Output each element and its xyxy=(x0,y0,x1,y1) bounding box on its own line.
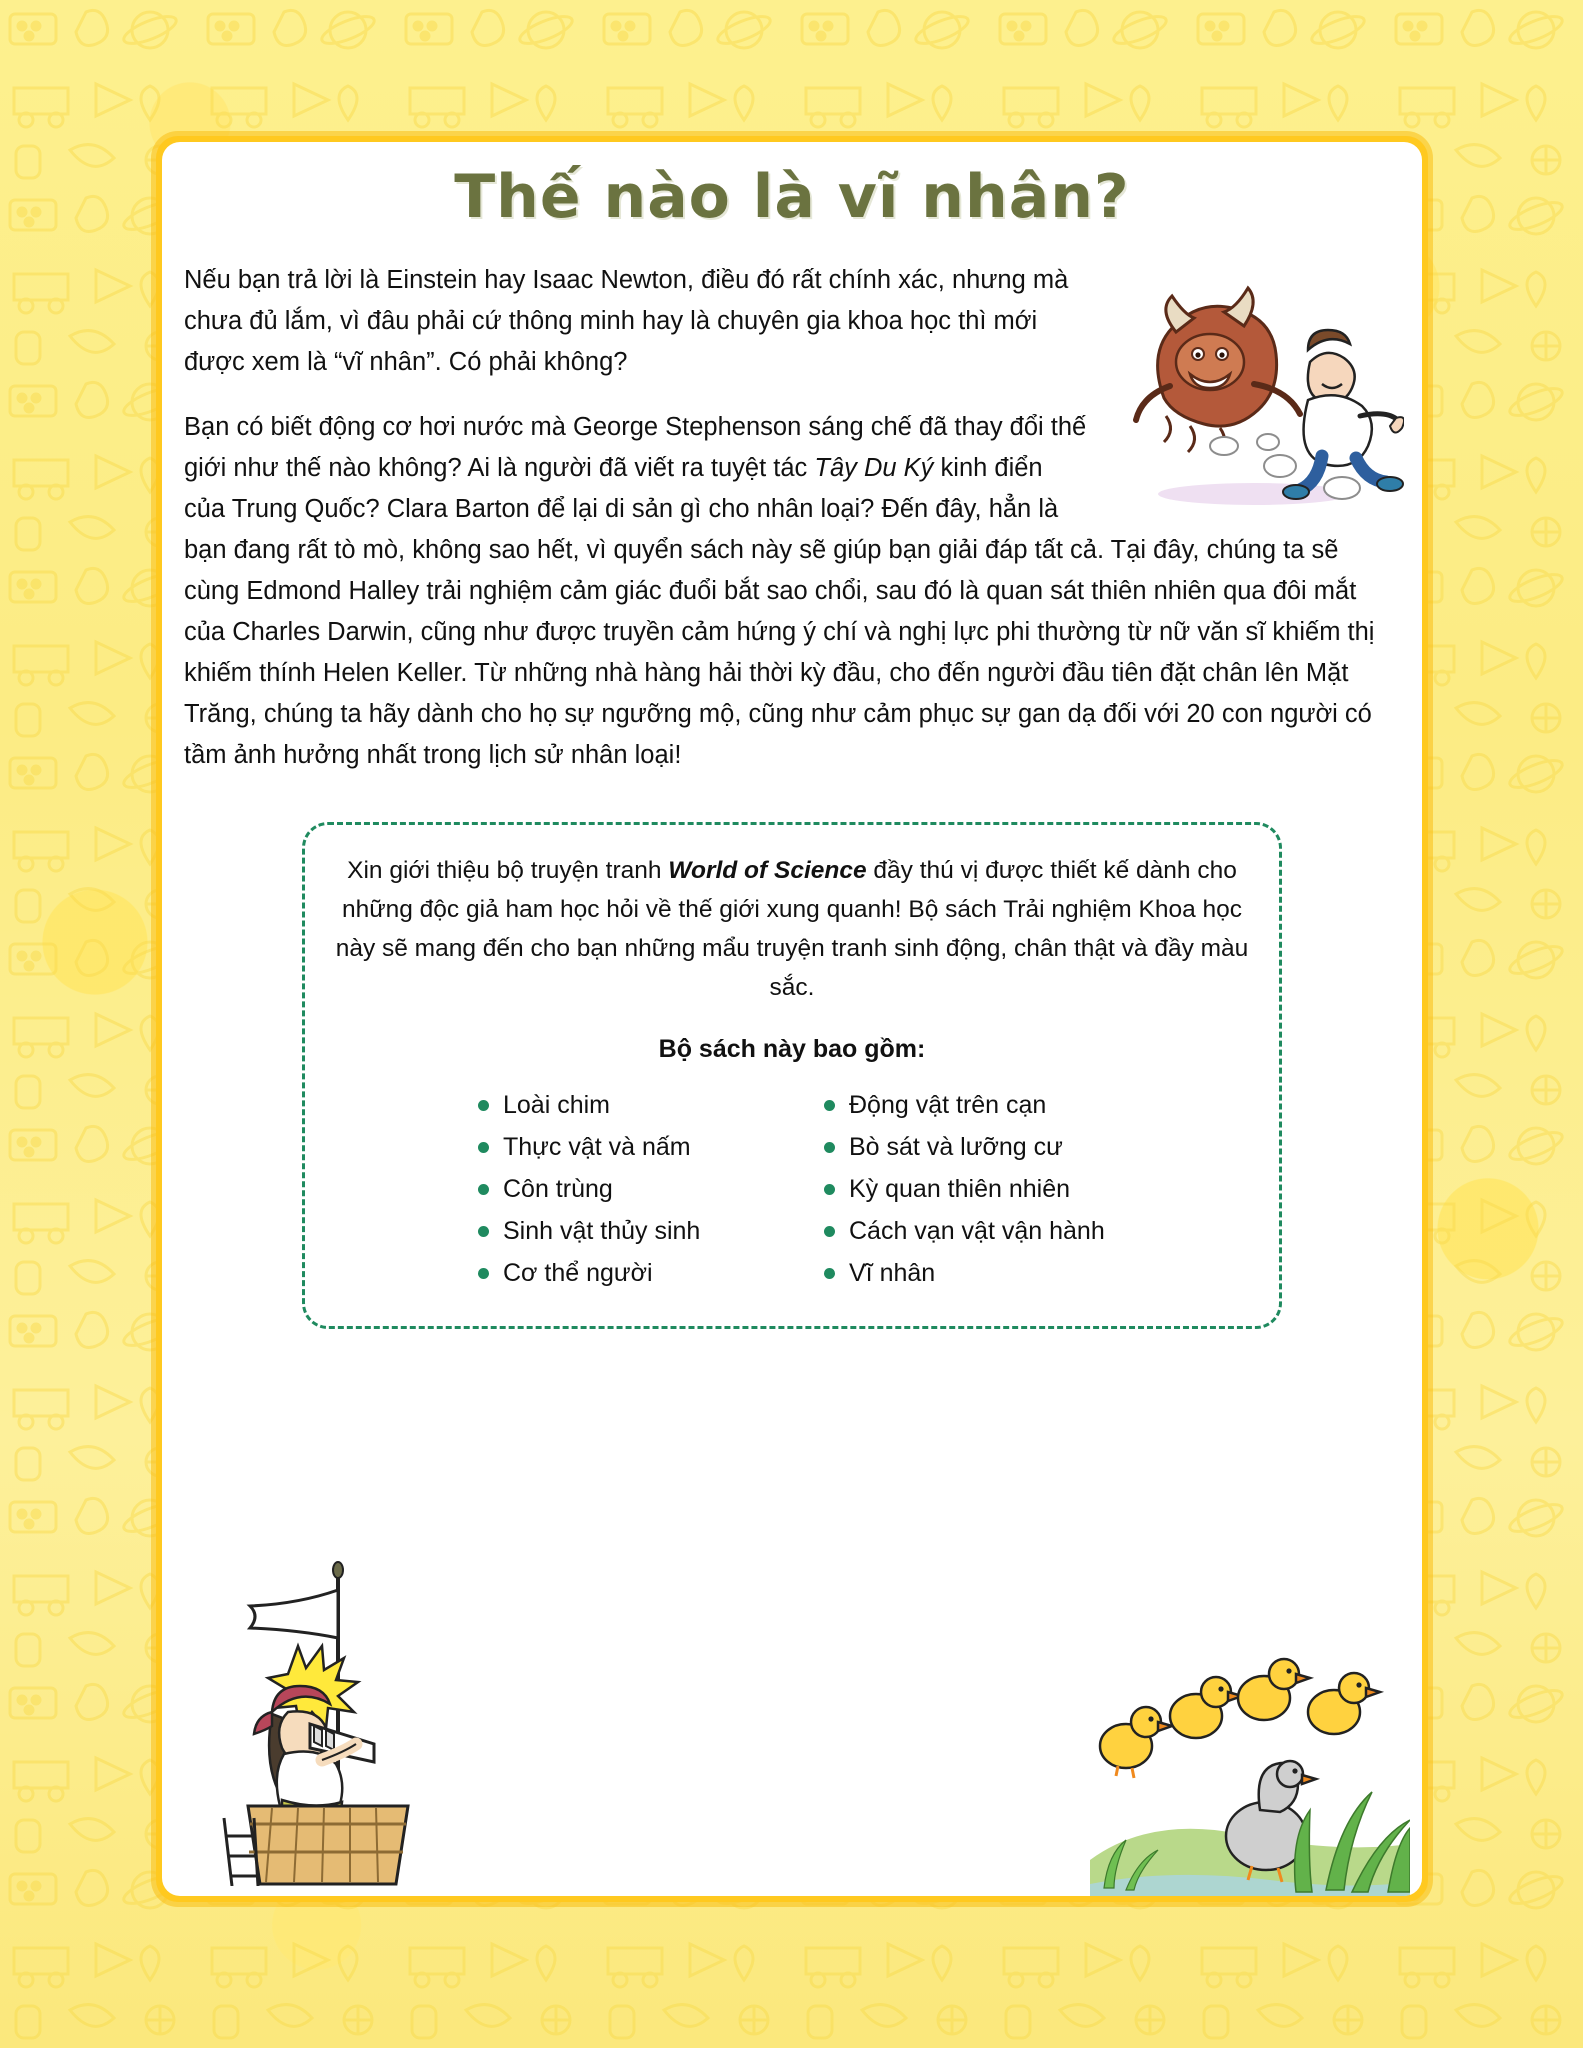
promo-intro-part-1: Xin giới thiệu bộ truyện tranh xyxy=(347,857,669,884)
content-card xyxy=(162,142,1422,1896)
article-body xyxy=(162,260,1422,1329)
promo-brand-name: World of Science xyxy=(668,857,867,884)
promo-subtitle: Bộ sách này bao gồm: xyxy=(658,1035,926,1063)
list-item-label: Cách vạn vật vận hành xyxy=(849,1217,1105,1245)
promo-bullets-left xyxy=(478,1082,778,1296)
pirate-with-telescope-illustration xyxy=(210,1556,450,1886)
bullet-dot-icon xyxy=(824,1100,835,1111)
bullet-dot-icon xyxy=(824,1142,835,1153)
paragraph-main-part-1: Bạn có biết động cơ hơi nước mà George Stephenson sáng chế đã thay đổi thế giới như thế nào không? Ai là người đã viết ra tuyệt tác xyxy=(184,413,1087,482)
bullet-dot-icon xyxy=(824,1226,835,1237)
list-item-label: Bò sát và lưỡng cư xyxy=(849,1133,1063,1161)
bullet-dot-icon xyxy=(824,1268,835,1279)
bullet-dot-icon xyxy=(478,1100,489,1111)
list-item-label: Vĩ nhân xyxy=(849,1259,936,1287)
list-item xyxy=(478,1128,778,1166)
list-item xyxy=(824,1086,1124,1124)
bullet-dot-icon xyxy=(478,1142,489,1153)
list-item-label: Kỳ quan thiên nhiên xyxy=(849,1175,1071,1203)
list-item xyxy=(478,1212,778,1250)
list-item-label: Loài chim xyxy=(503,1091,610,1119)
paragraph-main-part-2: kinh điển của Trung Quốc? Clara Barton để lại di sản gì cho nhân loại? Đến đây, hẳn là bạn đang rất tò mò, không sao hết, vì quyển sách này sẽ giúp bạn giải đáp tất cả. Tại đây, chúng ta sẽ cùng Edmond Halley trải nghiệm cảm giác đuổi bắt sao chổi, sau đó là quan sát thiên nhiên qua đôi mắt của Charles Darwin, cũng như được truyền cảm hứng ý chí và nghị lực phi thường từ nữ văn sĩ khiếm thị khiếm thính Helen Keller. Từ những nhà hàng hải thời kỳ đầu, cho đến người đầu tiên đặt chân lên Mặt Trăng, chúng ta hãy dành cho họ sự ngưỡng mộ, cũng như cảm phục sự gan dạ đối với 20 con người có tầm ảnh hưởng nhất trong lịch sử nhân loại! xyxy=(184,454,1375,769)
list-item-label: Cơ thể người xyxy=(503,1259,653,1287)
list-item-label: Động vật trên cạn xyxy=(849,1091,1047,1119)
list-item xyxy=(824,1170,1124,1208)
promo-description xyxy=(335,851,1249,1007)
paragraph-intro: Nếu bạn trả lời là Einstein hay Isaac Newton, điều đó rất chính xác, nhưng mà chưa đủ lắm, vì đâu phải cứ thông minh hay là chuyên gia khoa học thì mới được xem là “vĩ nhân”. Có phải không? xyxy=(184,266,1069,376)
list-item-label: Côn trùng xyxy=(503,1175,613,1203)
list-item xyxy=(824,1212,1124,1250)
monster-chasing-boy-illustration xyxy=(1104,266,1404,511)
list-item xyxy=(478,1254,778,1292)
promo-intro-part-2: đầy thú vị được thiết kế dành cho những độc giả ham học hỏi về thế giới xung quanh! Bộ sách Trải nghiệm Khoa học này sẽ mang đến cho bạn những mẩu truyện tranh sinh động, chân thật và đầy màu sắc. xyxy=(335,857,1249,1001)
promo-bullets-right xyxy=(824,1082,1124,1296)
promo-bullet-columns xyxy=(335,1082,1249,1296)
ducklings-and-goose-illustration xyxy=(1090,1646,1410,1896)
book-title-tay-du-ky: Tây Du Ký xyxy=(814,454,934,482)
bullet-dot-icon xyxy=(478,1268,489,1279)
promo-box xyxy=(302,822,1282,1329)
page-title: Thế nào là vĩ nhân? xyxy=(454,162,1130,232)
list-item-label: Sinh vật thủy sinh xyxy=(503,1217,701,1245)
list-item xyxy=(824,1254,1124,1292)
list-item xyxy=(478,1086,778,1124)
bullet-dot-icon xyxy=(824,1184,835,1195)
list-item xyxy=(478,1170,778,1208)
bullet-dot-icon xyxy=(478,1184,489,1195)
list-item-label: Thực vật và nấm xyxy=(503,1133,691,1161)
bullet-dot-icon xyxy=(478,1226,489,1237)
list-item xyxy=(824,1128,1124,1166)
